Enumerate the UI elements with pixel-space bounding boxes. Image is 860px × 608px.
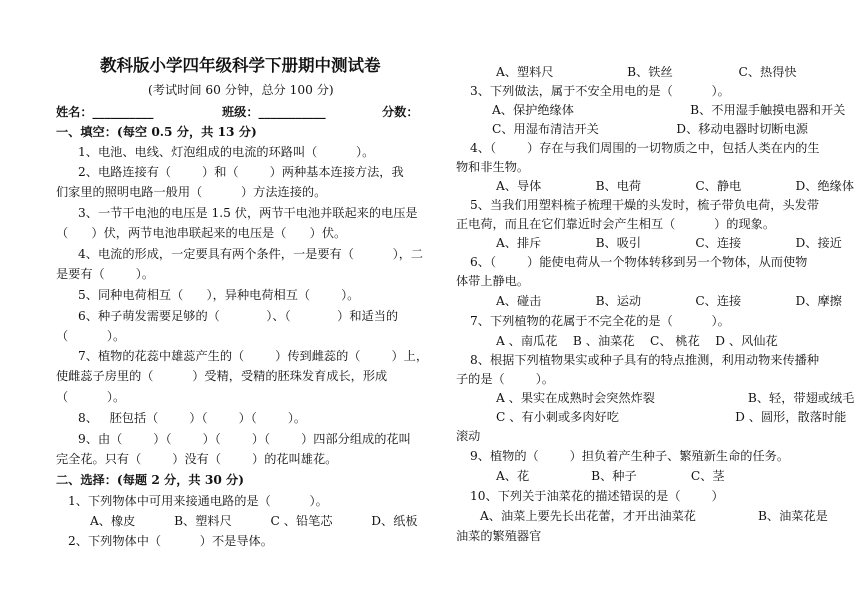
exam-subtitle: (考试时间 60 分钟，总分 100 分)	[148, 83, 334, 97]
fill-q8: 8、 胚包括（ ）（ ）（ ）。	[78, 411, 307, 425]
exam-title: 教科版小学四年级科学下册期中测试卷	[100, 56, 381, 75]
fill-q3-line1: 3、一节干电池的电压是 1.5 伏，两节干电池并联起来的电压是	[78, 206, 418, 220]
choice-q4-options: A、导体 B、电荷 C、静电 D、绝缘体	[496, 179, 855, 193]
fill-q9-line2: 完全花。只有（ ）没有（ ）的花叫雄花。	[56, 452, 338, 466]
choice-q2-options: A、塑料尺 B、铁丝 C、热得快	[496, 65, 797, 79]
fill-q4-line1: 4、电流的形成，一定要具有两个条件，一是要有（ ），二	[78, 247, 424, 261]
choice-q10-option-ab: A、油菜上要先长出花蕾，才开出油菜花 B、油菜花是	[480, 509, 828, 523]
choice-q9-options: A、花 B、种子 C、茎	[496, 469, 725, 483]
choice-q2: 2、下列物体中（ ）不是导体。	[68, 534, 273, 548]
class-field: 班级：___________	[222, 105, 326, 119]
fill-q4-line2: 是要有（ ）。	[56, 267, 155, 281]
section-1-heading: 一、填空：(每空 0.5 分，共 13 分)	[56, 125, 257, 139]
choice-q3-options-cd: C、用湿布清洁开关 D、移动电器时切断电源	[492, 122, 808, 136]
choice-q10: 10、下列关于油菜花的描述错误的是（ ）	[470, 489, 724, 503]
fill-q6-line2: （ ）。	[56, 329, 126, 343]
fill-q7-line2: 使雌蕊子房里的（ ）受精，受精的胚珠发育成长，形成	[56, 369, 388, 383]
choice-q7: 7、下列植物的花属于不完全花的是（ ）。	[470, 314, 730, 328]
score-field: 分数：	[382, 105, 419, 119]
name-field: 姓名：__________	[56, 105, 154, 119]
fill-q7-line1: 7、植物的花蕊中雄蕊产生的（ ）传到雌蕊的（ ）上，	[78, 349, 429, 363]
choice-q10-option-continued: 油菜的繁殖器官	[456, 529, 542, 543]
fill-q7-line3: （ ）。	[56, 390, 126, 404]
choice-q7-options: A 、南瓜花 B 、油菜花 C、 桃花 D 、风仙花	[496, 334, 778, 348]
choice-q4-line1: 4、（ ）存在与我们周围的一切物质之中，包括人类在内的生	[470, 141, 820, 155]
choice-q8-options-cd: C 、有小刺或多肉好吃 D 、圆形，散落时能	[496, 410, 847, 424]
choice-q1-options: A、橡皮 B、塑料尺 C 、铅笔芯 D、纸板	[90, 514, 418, 528]
choice-q3-options-ab: A、保护绝缘体 B、不用湿手触摸电器和开关	[492, 103, 846, 117]
choice-q9: 9、植物的（ ）担负着产生种子、繁殖新生命的任务。	[470, 449, 790, 463]
choice-q5-line1: 5、当我们用塑料梳子梳理干燥的头发时，梳子带负电荷，头发带	[470, 198, 820, 212]
choice-q8-line2: 子的是（ ）。	[456, 372, 555, 386]
choice-q6-options: A、碰击 B、运动 C、连接 D、摩擦	[496, 294, 842, 308]
choice-q1: 1、下列物体中可用来接通电路的是（ ）。	[68, 494, 328, 508]
fill-q9-line1: 9、由（ ）（ ）（ ）（ ）四部分组成的花叫	[78, 432, 411, 446]
choice-q4-line2: 物和非生物。	[456, 160, 530, 174]
fill-q1: 1、电池、电线、灯泡组成的电流的环路叫（ ）。	[78, 145, 375, 159]
choice-q3: 3、下列做法，属于不安全用电的是（ ）。	[470, 84, 730, 98]
choice-q8-line-continued: 滚动	[456, 429, 481, 443]
choice-q8-options-ab: A 、果实在成熟时会突然炸裂 B、轻，带翅或绒毛	[496, 391, 855, 405]
fill-q3-line2: （ ）伏，两节电池串联起来的电压是（ ）伏。	[56, 226, 347, 240]
section-2-heading: 二、选择：(每题 2 分，共 30 分)	[56, 473, 245, 487]
choice-q8-line1: 8、根据下列植物果实或种子具有的特点推测，利用动物来传播种	[470, 353, 820, 367]
choice-q6-line1: 6、（ ）能使电荷从一个物体转移到另一个物体，从而使物	[470, 255, 808, 269]
fill-q5: 5、同种电荷相互（ ），异种电荷相互（ ）。	[78, 288, 360, 302]
choice-q5-options: A、排斥 B、吸引 C、连接 D、接近	[496, 236, 842, 250]
choice-q5-line2: 正电荷，而且在它们靠近时会产生相互（ ）的现象。	[456, 217, 776, 231]
fill-q6-line1: 6、种子萌发需要足够的（ ）、（ ）和适当的	[78, 309, 399, 323]
fill-q2-line2: 们家里的照明电路一般用（ ）方法连接的。	[56, 185, 327, 199]
fill-q2-line1: 2、电路连接有（ ）和（ ）两种基本连接方法，我	[78, 165, 404, 179]
choice-q6-line2: 体带上静电。	[456, 274, 530, 288]
